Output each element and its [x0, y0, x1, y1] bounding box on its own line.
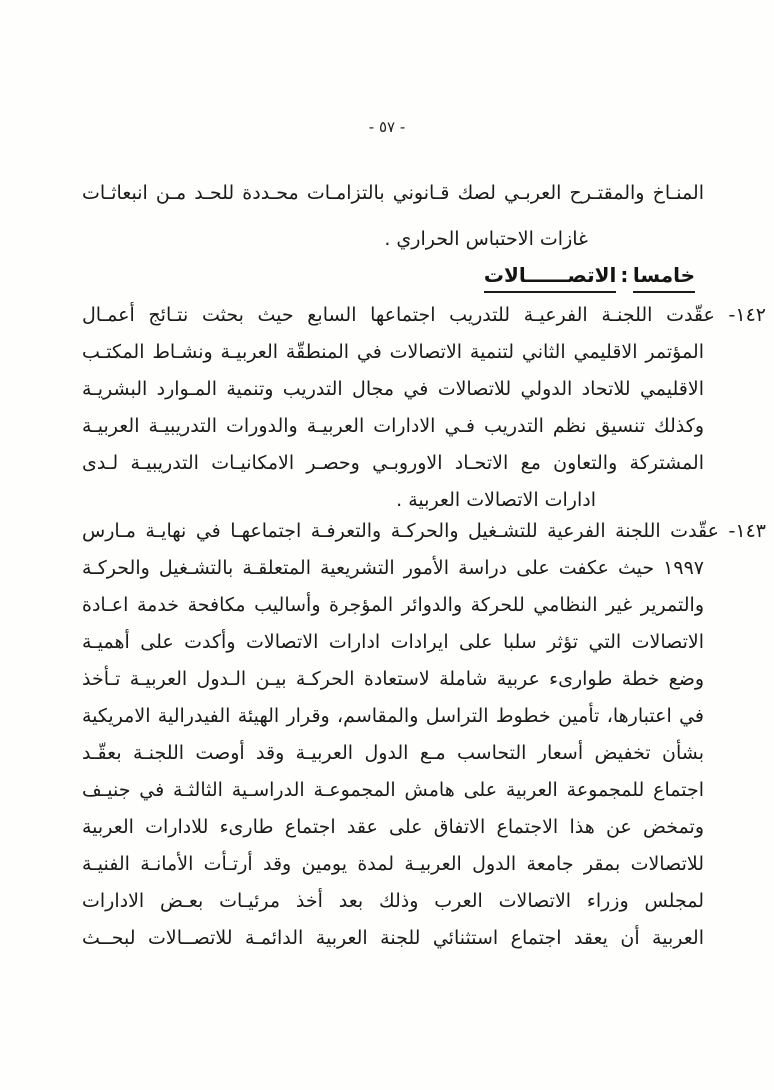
section-heading [484, 263, 695, 293]
text-line: لمجلس وزراء الاتصالات العرب وذلك بعد أخذ مرئيـات بعـض الادارات [82, 890, 704, 912]
paragraph-143 [82, 513, 766, 957]
text-line: ١٤٣- عقّدت اللجنة الفرعية للتشـغيل والحركـة والتعرفـة اجتماعهـا في نهايـة مـارس [82, 520, 766, 542]
text-line: للاتصالات بمقر جامعة الدول العربيـة لمدة يومين وقد أرتـأت الأمانـة الفنيـة [82, 853, 704, 875]
section-heading-separator: : [620, 263, 629, 287]
text-line: في اعتبارها، تأمين خطوط التراسل والمقاسم، وقرار الهيئة الفيدرالية الامريكية [82, 705, 704, 727]
text-line: ١٤٢- عقّدت اللجنـة الفرعيـة للتدريب اجتماعها السابع حيث بحثت نتـائج أعمـال [82, 304, 766, 326]
text-line: وضع خطة طوارىء عربية شاملة لاستعادة الحركـة بيـن الـدول العربيـة تـأخذ [82, 668, 704, 690]
intro-paragraph [82, 170, 704, 262]
section-heading-title: الاتصــــــالات [484, 263, 616, 293]
text-line: اجتماع للمجموعة العربية على هامش المجموعـة الدراسـية الثالثـة في جنيـف [82, 779, 704, 801]
text-line: غازات الاحتباس الحراري . [384, 228, 588, 250]
text-line: بشأن تخفيض أسعار التحاسب مـع الدول العربيـة وقد أوصت اللجنـة بعقّـد [82, 742, 704, 764]
text-line: والتمرير غير النظامي للحركة والدوائر المؤجرة وأساليب مكافحة خدمة اعـادة [82, 594, 704, 616]
text-line: ادارات الاتصالات العربية . [396, 489, 596, 511]
text-line: ١٩٩٧ حيث عكفت على دراسة الأمور التشريعية المتعلقـة بالتشـغيل والحركـة [82, 557, 704, 579]
text-line: المشتركة والتعاون مع الاتحـاد الاوروبـي وحصـر الامكانيـات التدريبيـة لـدى [82, 452, 704, 474]
paragraph-142 [82, 297, 766, 519]
text-line: العربية أن يعقد اجتماع استثنائي للجنة العربية الدائمـة للاتصــالات لبحــث [82, 927, 704, 949]
text-line: الاتصالات التي تؤثر سلبا على ايرادات ادارات الاتصالات وأكدت على أهميـة [82, 631, 704, 653]
text-line: وتمخض عن هذا الاجتماع الاتفاق على عقد اجتماع طارىء للادارات العربية [82, 816, 704, 838]
text-line: المنـاخ والمقتـرح العربـي لصك قـانوني بالتزامـات محـددة للحـد مـن انبعاثـات [82, 182, 704, 204]
page-number: - ٥٧ - [368, 118, 406, 136]
section-heading-word: خامسا [633, 263, 695, 293]
text-line: الاقليمي للاتحاد الدولي للاتصالات في مجال التدريب وتنمية المـوارد البشريـة [82, 378, 704, 400]
text-line: وكذلك تنسيق نظم التدريب فـي الادارات العربيـة والدورات التدريبيـة العربيـة [82, 415, 704, 437]
text-line: المؤتمر الاقليمي الثاني لتنمية الاتصالات في المنطقّة العربيـة ونشـاط المكتـب [82, 341, 704, 363]
